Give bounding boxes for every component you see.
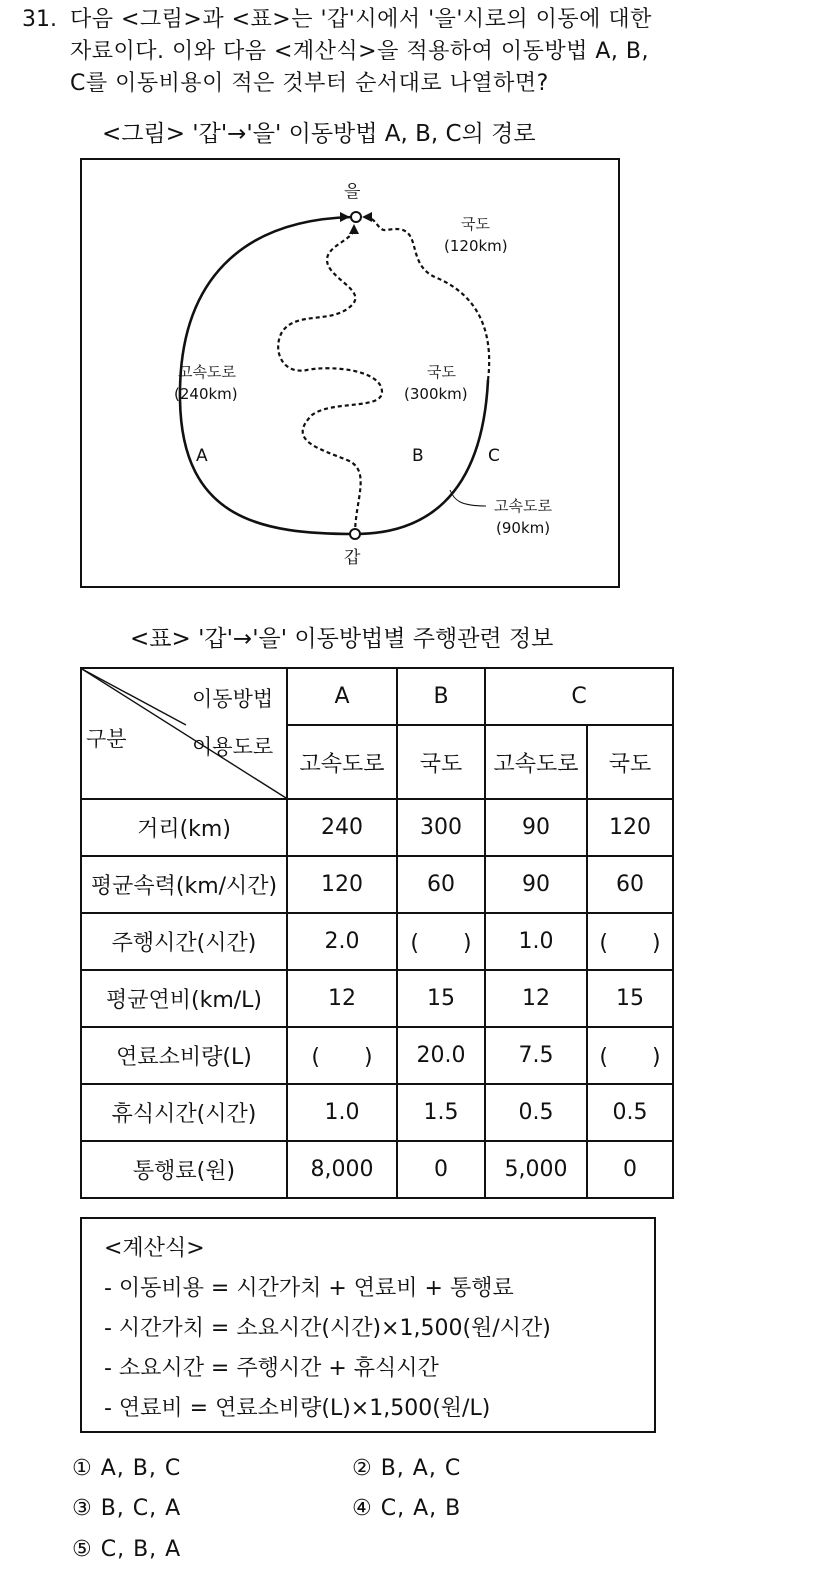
table-cell: 12: [485, 970, 587, 1027]
table-cell: 300: [397, 799, 485, 856]
table-cell: 90: [485, 799, 587, 856]
table-cell: 2.0: [287, 913, 397, 970]
route-a-distance-label: (240km): [174, 385, 238, 403]
table-cell: ( ): [287, 1027, 397, 1084]
table-cell: 60: [397, 856, 485, 913]
road-header-b: 국도: [397, 725, 485, 799]
answer-choice-5[interactable]: ⑤ C, B, A: [72, 1537, 182, 1562]
origin-label: 갑: [344, 548, 361, 568]
table-row: [81, 1141, 673, 1198]
table-row: [81, 1027, 673, 1084]
route-c-highway-leader: [450, 490, 486, 506]
route-info-table: [80, 667, 674, 1199]
table-row: [81, 970, 673, 1027]
route-b-distance-label: (300km): [404, 385, 468, 403]
method-header-a: A: [287, 668, 397, 725]
corner-category-label: 구분: [86, 727, 127, 751]
road-header-c-national: 국도: [587, 725, 673, 799]
road-header-a: 고속도로: [287, 725, 397, 799]
table-cell: 1.5: [397, 1084, 485, 1141]
question-line-2: 자료이다. 이와 다음 <계산식>을 적용하여 이동방법 A, B,: [70, 39, 649, 64]
destination-point: [351, 212, 361, 222]
formula-title: <계산식>: [104, 1236, 205, 1261]
route-c-highway-distance-label: (90km): [496, 519, 551, 537]
table-cell: 15: [587, 970, 673, 1027]
formula-line-1: - 이동비용 = 시간가치 + 연료비 + 통행료: [104, 1276, 514, 1301]
table-caption: <표> '갑'→'을' 이동방법별 주행관련 정보: [130, 626, 554, 652]
row-label: 주행시간(시간): [81, 913, 287, 970]
table-cell: 1.0: [485, 913, 587, 970]
table-corner-cell: [81, 668, 287, 799]
table-cell: 20.0: [397, 1027, 485, 1084]
formula-line-4: - 연료비 = 연료소비량(L)×1,500(원/L): [104, 1396, 491, 1421]
route-b-type-label: 국도: [427, 363, 456, 381]
formula-line-3: - 소요시간 = 주행시간 + 휴식시간: [104, 1356, 439, 1381]
table-cell: 12: [287, 970, 397, 1027]
table-cell: 90: [485, 856, 587, 913]
table-cell: 0.5: [587, 1084, 673, 1141]
route-c-national-type-label: 국도: [461, 215, 490, 233]
row-label: 거리(km): [81, 799, 287, 856]
table-cell: 5,000: [485, 1141, 587, 1198]
table-cell: 120: [287, 856, 397, 913]
road-header-c-highway: 고속도로: [485, 725, 587, 799]
table-cell: 120: [587, 799, 673, 856]
table-cell: 7.5: [485, 1027, 587, 1084]
table-cell: 0.5: [485, 1084, 587, 1141]
route-a-type-label: 고속도로: [178, 363, 236, 381]
table-cell: 1.0: [287, 1084, 397, 1141]
table-row: [81, 799, 673, 856]
table-cell: 8,000: [287, 1141, 397, 1198]
table-cell: ( ): [587, 913, 673, 970]
answer-choice-2[interactable]: ② B, A, C: [352, 1456, 462, 1481]
answer-choice-4[interactable]: ④ C, A, B: [352, 1496, 462, 1521]
table-row: [81, 913, 673, 970]
formula-box: [80, 1217, 656, 1433]
answer-choice-1[interactable]: ① A, B, C: [72, 1456, 182, 1481]
table-cell: 15: [397, 970, 485, 1027]
row-label: 평균연비(km/L): [81, 970, 287, 1027]
row-label: 휴식시간(시간): [81, 1084, 287, 1141]
question-line-1: 다음 <그림>과 <표>는 '갑'시에서 '을'시로의 이동에 대한: [70, 7, 652, 32]
method-header-c: C: [485, 668, 673, 725]
route-c-name-label: C: [488, 446, 500, 466]
table-header-row-methods: [81, 668, 673, 725]
route-b-name-label: B: [412, 446, 424, 466]
table-cell: 0: [397, 1141, 485, 1198]
route-c-national-distance-label: (120km): [444, 237, 508, 255]
row-label: 연료소비량(L): [81, 1027, 287, 1084]
table-cell: ( ): [587, 1027, 673, 1084]
question-line-3: C를 이동비용이 적은 것부터 순서대로 나열하면?: [70, 71, 549, 96]
table-cell: 0: [587, 1141, 673, 1198]
route-a-arrowhead: [340, 212, 350, 222]
row-label: 평균속력(km/시간): [81, 856, 287, 913]
route-c-arrowhead: [362, 212, 372, 222]
table-cell: 60: [587, 856, 673, 913]
origin-point: [350, 529, 360, 539]
table-row: [81, 1084, 673, 1141]
table-row: [81, 856, 673, 913]
route-c-highway-type-label: 고속도로: [494, 497, 552, 515]
table-cell: ( ): [397, 913, 485, 970]
row-label: 통행료(원): [81, 1141, 287, 1198]
question-number: 31.: [22, 7, 57, 32]
destination-label: 을: [344, 182, 361, 202]
figure-caption: <그림> '갑'→'을' 이동방법 A, B, C의 경로: [102, 121, 536, 147]
route-b-national-path: [278, 228, 382, 534]
route-b-arrowhead: [349, 224, 359, 234]
table-cell: 240: [287, 799, 397, 856]
method-header-b: B: [397, 668, 485, 725]
answer-choice-3[interactable]: ③ B, C, A: [72, 1496, 182, 1521]
corner-road-label: 이용도로: [192, 735, 274, 759]
formula-line-2: - 시간가치 = 소요시간(시간)×1,500(원/시간): [104, 1316, 551, 1341]
corner-method-label: 이동방법: [192, 687, 274, 711]
route-figure: [80, 158, 620, 588]
route-a-name-label: A: [196, 446, 208, 466]
